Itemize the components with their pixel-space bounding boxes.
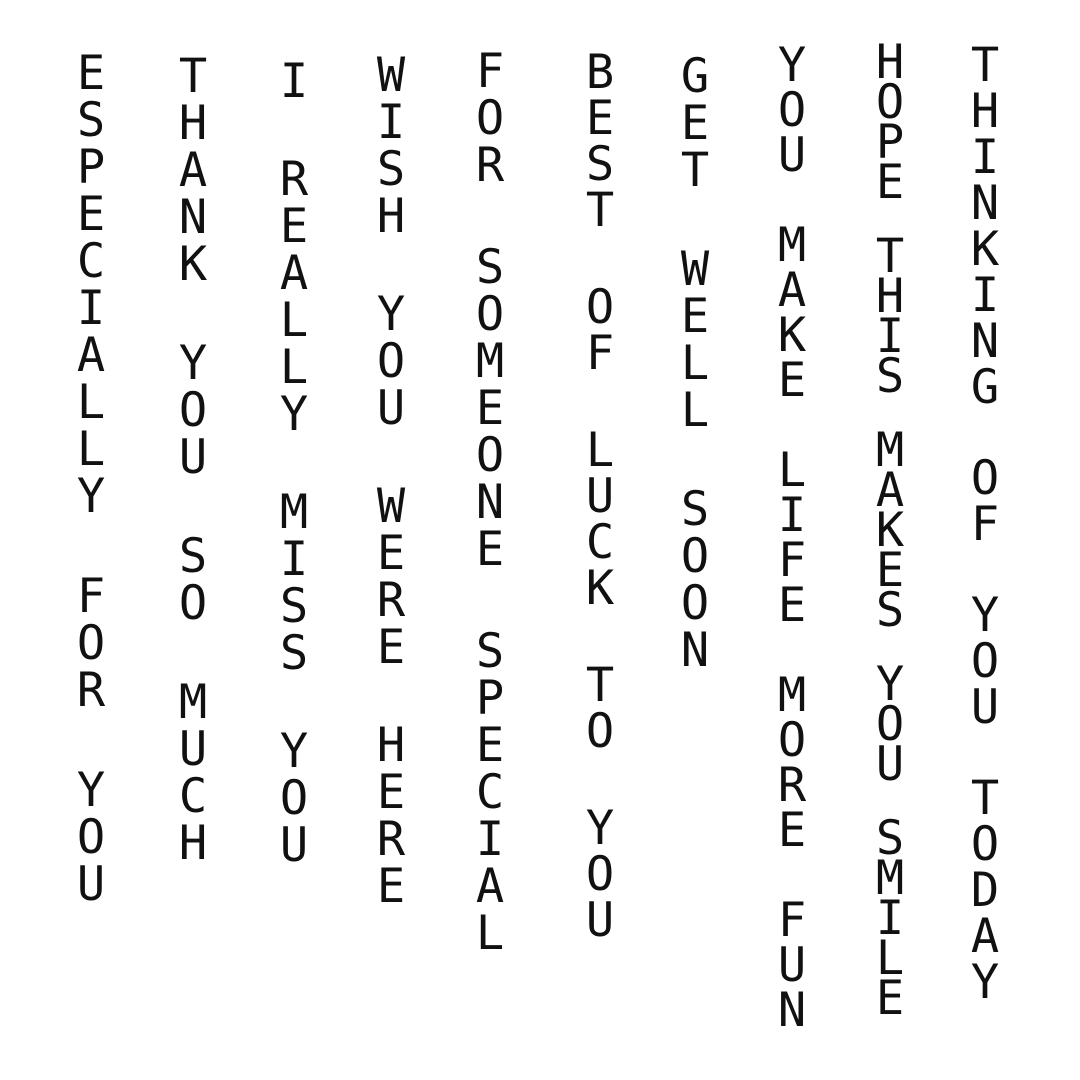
letter: O [585, 280, 615, 335]
letter: K [777, 308, 807, 363]
letter: E [475, 522, 505, 577]
letter: O [76, 810, 106, 865]
letter: I [875, 309, 905, 364]
word-gap [582, 755, 618, 806]
letter: L [680, 383, 710, 438]
letter: E [680, 96, 710, 151]
letter: O [680, 576, 710, 631]
phrase-column-2 [175, 49, 211, 871]
letter: F [777, 533, 807, 588]
letter: E [76, 46, 106, 101]
letter: Y [178, 336, 208, 391]
letter: O [875, 697, 905, 752]
letter: E [475, 381, 505, 436]
letter: F [585, 326, 615, 381]
letter: Y [970, 955, 1000, 1010]
letter: H [970, 84, 1000, 139]
letter: H [376, 189, 406, 244]
letter: L [76, 422, 106, 477]
letter: W [376, 48, 406, 103]
letter: Y [279, 387, 309, 442]
phrase-column-4 [373, 48, 409, 914]
letter: P [76, 140, 106, 195]
letter: O [178, 576, 208, 631]
letter: S [178, 529, 208, 584]
letter: U [178, 430, 208, 485]
letter: F [475, 44, 505, 99]
phrase-column-5 [472, 44, 508, 961]
letter: G [970, 360, 1000, 415]
word-gap [276, 438, 312, 489]
word-gap [774, 403, 810, 448]
word-gap [582, 377, 618, 428]
letter: H [178, 96, 208, 151]
letter: M [178, 675, 208, 730]
letter: M [777, 218, 807, 273]
letter: N [475, 475, 505, 530]
letter: R [376, 812, 406, 867]
letter: L [279, 293, 309, 348]
letter: S [279, 579, 309, 634]
letter: U [777, 938, 807, 993]
letter: R [279, 152, 309, 207]
letter: T [875, 229, 905, 284]
letter: E [875, 543, 905, 598]
letter: I [279, 532, 309, 587]
letter: E [376, 620, 406, 675]
letter: I [475, 812, 505, 867]
letter: I [76, 281, 106, 336]
word-gap [73, 520, 109, 573]
phrase-column-9 [872, 35, 908, 1026]
phrase-column-8 [774, 38, 810, 1038]
word-gap [373, 432, 409, 483]
letter: U [76, 857, 106, 912]
letter: S [875, 811, 905, 866]
letter: E [376, 765, 406, 820]
letter: L [875, 931, 905, 986]
letter: M [875, 851, 905, 906]
word-gap [967, 411, 1003, 456]
letter: S [680, 482, 710, 537]
word-gap [967, 548, 1003, 593]
letter: E [680, 289, 710, 344]
letter: O [777, 713, 807, 768]
letter: S [279, 626, 309, 681]
word-gap [373, 671, 409, 722]
letter: O [279, 771, 309, 826]
letter: N [178, 190, 208, 245]
letter: O [585, 847, 615, 902]
letter: H [875, 269, 905, 324]
letter: U [279, 818, 309, 873]
letter: T [970, 38, 1000, 93]
letter: O [970, 817, 1000, 872]
letter: E [875, 155, 905, 210]
letter: A [279, 246, 309, 301]
letter: Y [777, 38, 807, 93]
letter: N [970, 176, 1000, 231]
letter: U [970, 680, 1000, 735]
letter: E [475, 718, 505, 773]
letter: G [680, 49, 710, 104]
letter: S [76, 93, 106, 148]
letter: C [76, 234, 106, 289]
letter: O [875, 75, 905, 130]
word-gap [677, 434, 713, 486]
letter: T [178, 49, 208, 104]
letter: S [585, 137, 615, 192]
phrase-column-1 [73, 46, 109, 912]
letter: E [875, 971, 905, 1026]
letter: K [875, 503, 905, 558]
letter: E [585, 91, 615, 146]
word-gap [472, 189, 508, 244]
letter: Y [376, 287, 406, 342]
letter: T [585, 658, 615, 713]
letter: O [475, 91, 505, 146]
letter: P [475, 671, 505, 726]
letter: O [475, 428, 505, 483]
letter: M [475, 334, 505, 389]
letter: L [76, 375, 106, 430]
letter: M [279, 485, 309, 540]
letter: D [970, 863, 1000, 918]
phrase-column-7 [677, 49, 713, 678]
letter: L [279, 340, 309, 395]
letter: W [376, 479, 406, 534]
letter: M [777, 668, 807, 723]
word-gap [774, 853, 810, 898]
letter: O [970, 451, 1000, 506]
letter: S [475, 240, 505, 295]
letter: H [875, 35, 905, 90]
letter: K [970, 222, 1000, 277]
letter: L [585, 423, 615, 478]
letter: R [76, 663, 106, 718]
letter: H [376, 718, 406, 773]
letter: U [875, 737, 905, 792]
letter: L [475, 906, 505, 961]
letter: P [875, 115, 905, 170]
letter: S [875, 583, 905, 638]
letter: E [376, 859, 406, 914]
letter: O [680, 529, 710, 584]
word-gap [175, 288, 211, 340]
letter: U [376, 381, 406, 436]
letter: U [585, 893, 615, 948]
letter: A [970, 909, 1000, 964]
letter: Y [970, 588, 1000, 643]
letter: O [777, 83, 807, 138]
letter: I [777, 488, 807, 543]
word-gap [582, 234, 618, 285]
letter: I [875, 891, 905, 946]
phrase-column-10 [967, 38, 1003, 1010]
letter: F [777, 893, 807, 948]
letter: I [279, 54, 309, 109]
letter: F [970, 497, 1000, 552]
letter: N [970, 314, 1000, 369]
letter: O [76, 616, 106, 671]
letter: O [585, 704, 615, 759]
letter: O [178, 383, 208, 438]
letter: K [585, 561, 615, 616]
letter: S [875, 349, 905, 404]
letter: R [376, 573, 406, 628]
letter: Y [76, 763, 106, 818]
word-gap [276, 105, 312, 156]
letter: R [777, 758, 807, 813]
letter: T [970, 771, 1000, 826]
word-gap [175, 627, 211, 679]
letter: I [376, 95, 406, 150]
word-gap [967, 731, 1003, 776]
letter: S [376, 142, 406, 197]
letter: T [680, 143, 710, 198]
word-gap [472, 573, 508, 628]
letter: K [178, 237, 208, 292]
letter: Y [585, 801, 615, 856]
letter: E [777, 803, 807, 858]
word-gap [774, 628, 810, 673]
letter: I [970, 130, 1000, 185]
letter: L [777, 443, 807, 498]
word-gap [73, 714, 109, 767]
letter: U [585, 469, 615, 524]
letter: R [475, 138, 505, 193]
letter: B [585, 45, 615, 100]
word-gap [582, 612, 618, 663]
letter: E [777, 578, 807, 633]
phrase-column-6 [582, 45, 618, 948]
letter: T [585, 183, 615, 238]
word-gap [175, 481, 211, 533]
letter: A [475, 859, 505, 914]
letter: A [875, 463, 905, 518]
letter: U [777, 128, 807, 183]
letter: E [376, 526, 406, 581]
letter: A [76, 328, 106, 383]
letter: O [970, 634, 1000, 689]
letter: E [279, 199, 309, 254]
letter: Y [875, 657, 905, 712]
letter: U [178, 722, 208, 777]
letter: N [680, 623, 710, 678]
letter: I [970, 268, 1000, 323]
letter: M [875, 423, 905, 478]
letter: E [777, 353, 807, 408]
word-gap [774, 178, 810, 223]
word-gap [677, 194, 713, 246]
letter: W [680, 242, 710, 297]
phrase-column-3 [276, 54, 312, 873]
letter: A [777, 263, 807, 318]
letter: N [777, 983, 807, 1038]
letter: H [178, 816, 208, 871]
letter: F [76, 569, 106, 624]
letter: A [178, 143, 208, 198]
letter: O [475, 287, 505, 342]
letter: C [585, 515, 615, 570]
letter: C [178, 769, 208, 824]
letter: Y [279, 724, 309, 779]
letter: O [376, 334, 406, 389]
letter: S [475, 624, 505, 679]
word-gap [373, 240, 409, 291]
letter: E [76, 187, 106, 242]
letter: L [680, 336, 710, 391]
letter: C [475, 765, 505, 820]
letter: Y [76, 469, 106, 524]
word-gap [276, 677, 312, 728]
